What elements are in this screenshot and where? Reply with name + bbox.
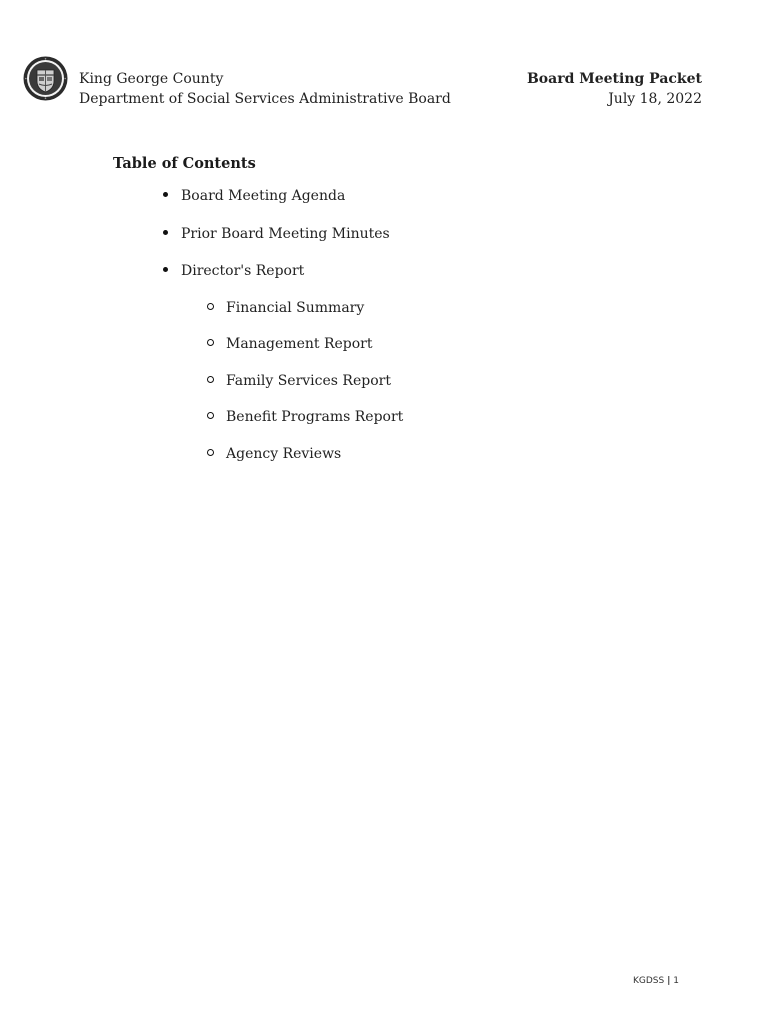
- toc-subitem-label: Financial Summary: [226, 300, 365, 316]
- toc-item-directors-report: [181, 261, 304, 281]
- toc-subitem-label: Agency Reviews: [226, 446, 342, 462]
- toc-subitem-label: Management Report: [226, 336, 373, 352]
- org-name: King George County: [79, 71, 224, 87]
- toc-subitem-financial-summary: [226, 298, 364, 318]
- toc-item-board-meeting-agenda: [181, 186, 345, 206]
- meeting-date: July 18, 2022: [608, 91, 702, 107]
- county-seal-icon: [23, 56, 68, 101]
- toc-item-label: Director's Report: [181, 263, 305, 279]
- footer-separator: |: [667, 976, 671, 986]
- toc-subitem-label: Benefit Programs Report: [226, 409, 404, 425]
- bullet-dot-icon: [159, 224, 171, 244]
- department-name: Department of Social Services Administrative Board: [79, 91, 451, 107]
- circle-bullet-icon: [204, 334, 216, 354]
- page-number: 1: [673, 976, 679, 986]
- footer-code: KGDSS: [632, 976, 665, 986]
- toc-subitem-label: Family Services Report: [226, 373, 391, 389]
- bullet-dot-icon: [159, 261, 171, 281]
- circle-bullet-icon: [204, 444, 216, 464]
- toc-title: Table of Contents: [113, 155, 256, 172]
- circle-bullet-icon: [204, 298, 216, 318]
- packet-title: Board Meeting Packet: [526, 71, 702, 87]
- circle-bullet-icon: [204, 371, 216, 391]
- toc-item-label: Board Meeting Agenda: [181, 188, 346, 204]
- circle-bullet-icon: [204, 407, 216, 427]
- header-organization: [79, 69, 451, 109]
- header-packet-info: [527, 69, 702, 109]
- bullet-dot-icon: [159, 186, 171, 206]
- toc-item-label: Prior Board Meeting Minutes: [181, 226, 390, 242]
- toc-item-prior-minutes: [181, 224, 390, 244]
- toc-subitem-family-services-report: [226, 371, 391, 391]
- toc-subitem-benefit-programs-report: [226, 407, 403, 427]
- toc-subitem-management-report: [226, 334, 372, 354]
- toc-subitem-agency-reviews: [226, 444, 341, 464]
- page-footer: [633, 976, 679, 986]
